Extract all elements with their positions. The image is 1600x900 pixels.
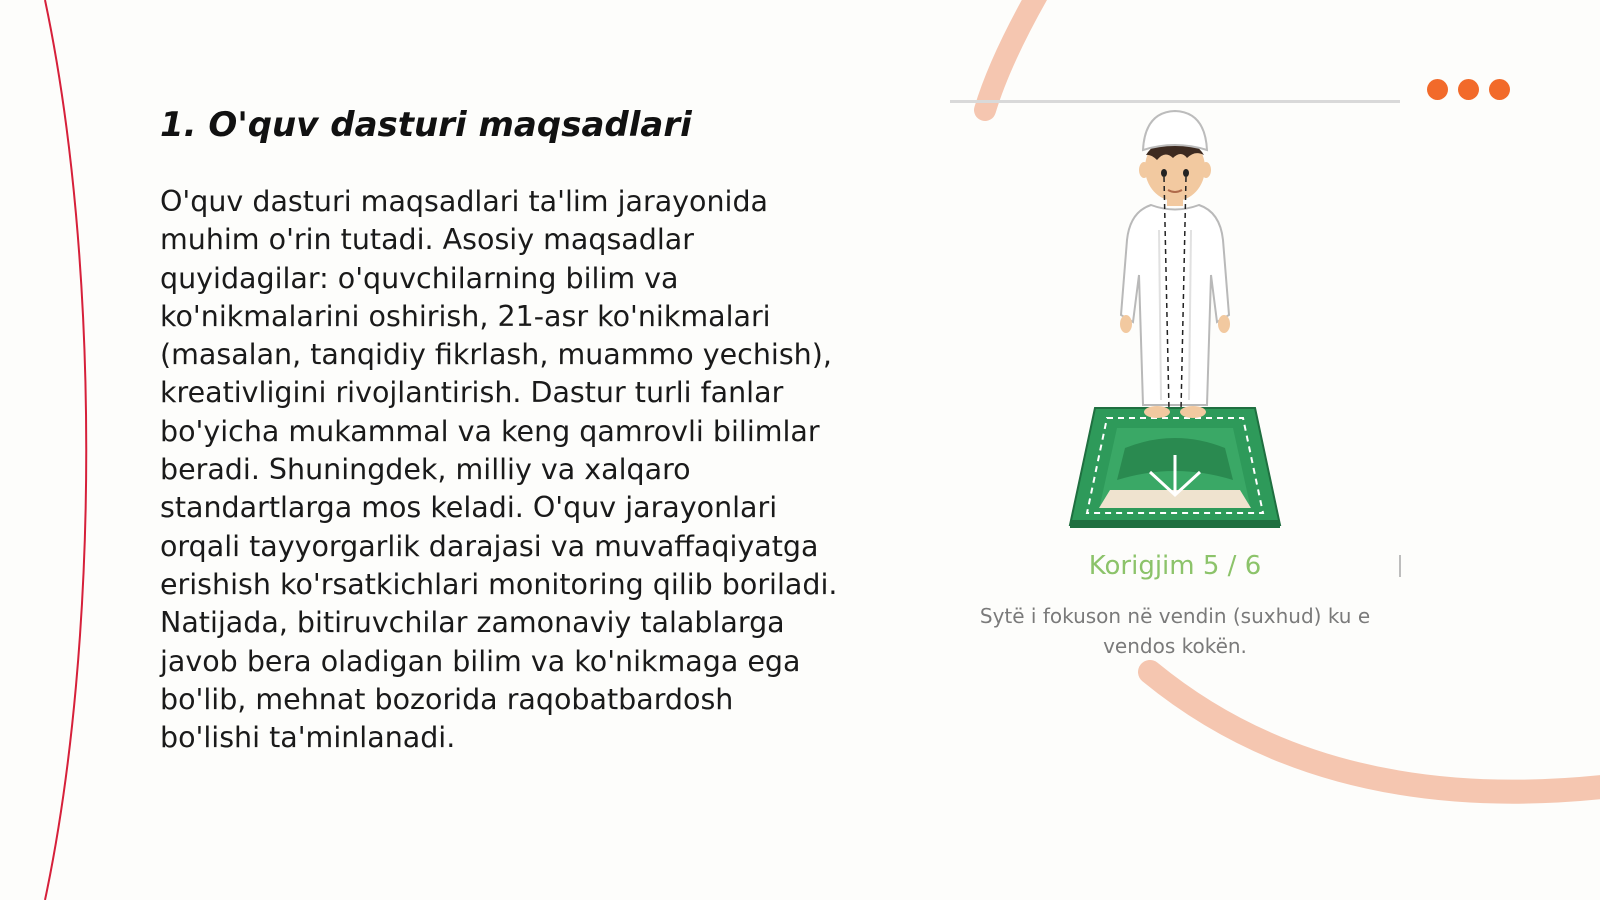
more-options-icon[interactable] xyxy=(1427,79,1510,100)
caption-line-1: Sytë i fokuson në vendin (suxhud) ku e xyxy=(979,604,1371,628)
praying-boy-illustration xyxy=(1055,110,1295,540)
caption-line-2: vendos kokën. xyxy=(1103,634,1247,658)
menu-dot-icon xyxy=(1427,79,1448,100)
menu-dot-icon xyxy=(1489,79,1510,100)
text-cursor xyxy=(1399,555,1401,577)
step-counter-label: Korigjim 5 / 6 xyxy=(1088,551,1262,581)
left-red-curve xyxy=(45,0,86,900)
illustration-caption xyxy=(950,601,1400,661)
slide-body-text: O'quv dasturi maqsadlari ta'lim jarayonida muhim o'rin tutadi. Asosiy maqsadlar quyidagilar: o'quvchilarning bilim va ko'nikmalarini oshirish, 21-asr ko'nikmalari (masalan, tanqidiy fikrlash, muammo yechish), kreativligini rivojlantirish. Dastur turli fanlar bo'yicha mukammal va keng qamrovli bilimlar beradi. Shuningdek, milliy va xalqaro standartlarga mos keladi. O'quv jarayonlari orqali tayyorgarlik darajasi va muvaffaqiyatga erishish ko'rsatkichlari monitoring qilib boriladi. Natijada, bitiruvchilar zamonaviy talablarga javob bera oladigan bilim va ko'nikmaga ega bo'lib, mehnat bozorida raqobatbardosh bo'lishi ta'minlanadi. xyxy=(160,185,838,755)
top-orange-arc xyxy=(985,0,1040,110)
bottom-orange-arc xyxy=(1150,672,1600,792)
slide-title: 1. O'quv dasturi maqsadlari xyxy=(160,105,692,145)
card-divider xyxy=(950,100,1400,103)
menu-dot-icon xyxy=(1458,79,1479,100)
prayer-rug-icon xyxy=(1070,408,1280,528)
